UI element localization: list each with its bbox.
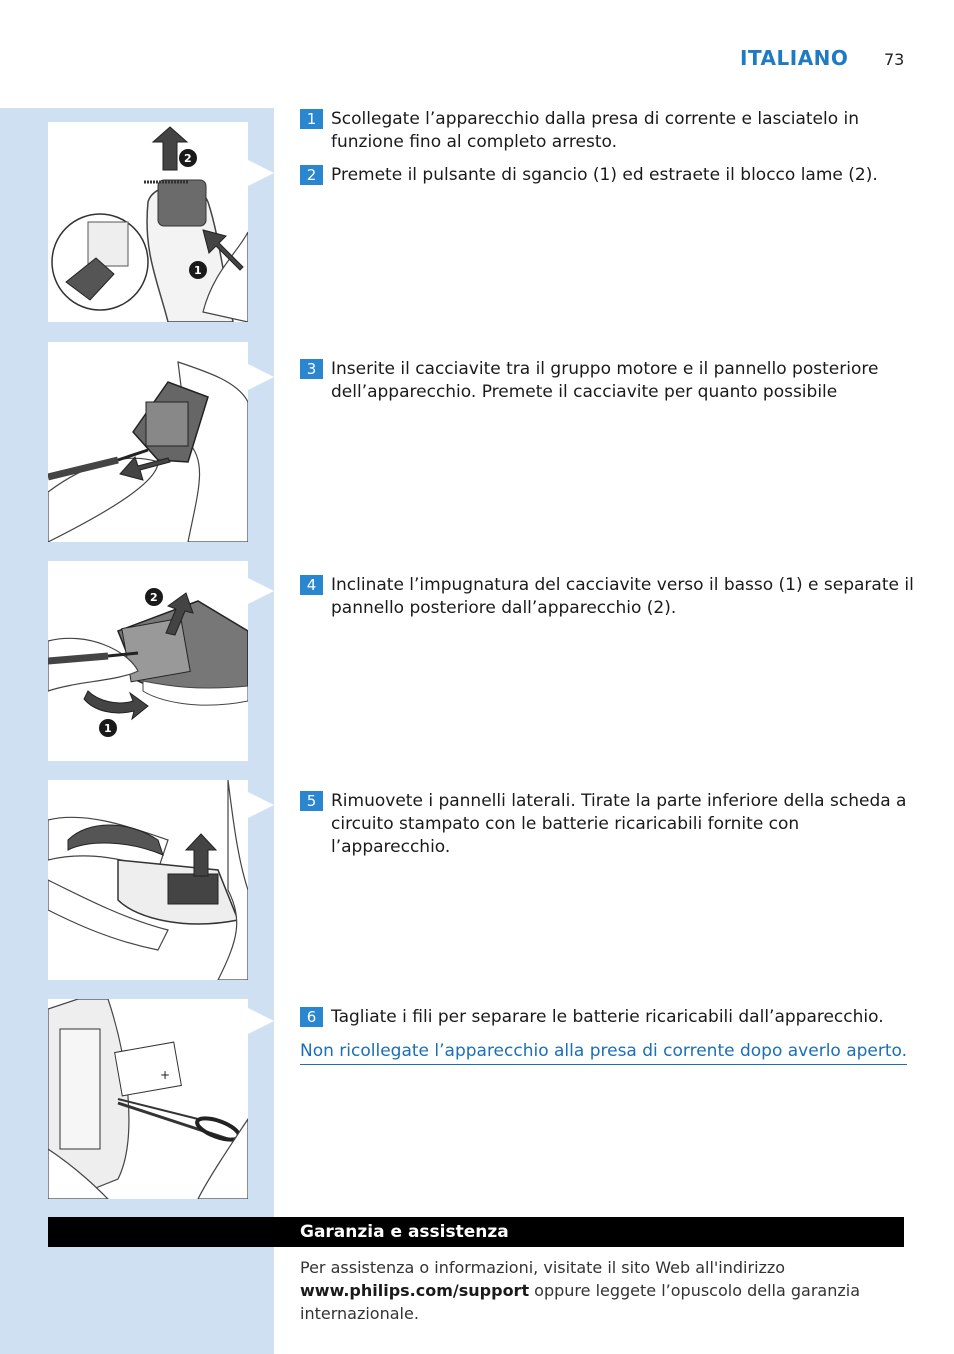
callout-badge-2 [145, 588, 163, 606]
step-6 [300, 1006, 920, 1029]
warranty-paragraph [300, 1256, 860, 1325]
warning-text: Non ricollegate l’apparecchio alla presa di corrente dopo averlo aperto. [300, 1040, 907, 1065]
step-text: Scollegate l’apparecchio dalla presa di corrente e lasciatelo in funzione fino al completo arresto. [331, 109, 860, 152]
svg-text:2: 2 [184, 152, 192, 165]
svg-text:2: 2 [150, 591, 158, 604]
step-1 [300, 108, 920, 154]
section-header-bar [48, 1217, 904, 1247]
illustration-remove-blade [48, 122, 248, 322]
step-text: Rimuovete i pannelli laterali. Tirate la parte inferiore della scheda a circuito stampato con le batterie ricaricabili fornite con l’apparecchio. [331, 791, 907, 857]
shaver-release-blade-drawing [48, 122, 248, 322]
step-text: Tagliate i fili per separare le batterie ricaricabili dall’apparecchio. [331, 1007, 884, 1027]
circuit-board-removal-drawing [48, 780, 248, 980]
step-2 [300, 164, 920, 187]
step-number: 6 [300, 1007, 323, 1027]
step-text: Premete il pulsante di sgancio (1) ed estraete il blocco lame (2). [331, 165, 878, 185]
pointer-notch [248, 364, 274, 390]
pointer-notch [248, 160, 274, 186]
callout-badge-1 [99, 719, 117, 737]
warranty-text-end: oppure leggete l’opuscolo della garanzia internazionale. [300, 1281, 860, 1323]
step-number: 2 [300, 165, 323, 185]
step-number: 3 [300, 359, 323, 379]
step-text: Inserite il cacciavite tra il gruppo motore e il pannello posteriore dell’apparecchio. Premete il cacciavite per quanto possibile [331, 359, 879, 402]
screwdriver-tilt-drawing [48, 561, 248, 761]
step-number: 5 [300, 791, 323, 811]
step-number: 1 [300, 109, 323, 129]
callout-badge-2 [179, 149, 197, 167]
svg-text:1: 1 [194, 264, 202, 277]
step-text: Inclinate l’impugnatura del cacciavite verso il basso (1) e separate il pannello posteriore dall’apparecchio (2). [331, 575, 914, 618]
support-url: www.philips.com/support [300, 1281, 530, 1300]
step-5 [300, 790, 920, 859]
page-number: 73 [884, 50, 905, 69]
language-heading: ITALIANO [740, 46, 849, 70]
pointer-notch [248, 792, 274, 818]
step-number: 4 [300, 575, 323, 595]
svg-text:1: 1 [104, 722, 112, 735]
section-title: Garanzia e assistenza [300, 1222, 509, 1242]
illustration-insert-screwdriver [48, 342, 248, 542]
pointer-notch [248, 578, 274, 604]
battery-plus-sign: + [160, 1068, 171, 1082]
pointer-notch [248, 1008, 274, 1034]
step-4 [300, 574, 920, 620]
callout-badge-1 [189, 261, 207, 279]
screwdriver-insert-drawing [48, 342, 248, 542]
warranty-text-start: Per assistenza o informazioni, visitate il sito Web all'indirizzo [300, 1258, 786, 1277]
illustration-tilt-screwdriver [48, 561, 248, 761]
step-3 [300, 358, 920, 404]
illustration-remove-panels [48, 780, 248, 980]
illustration-cut-wires [48, 999, 248, 1199]
cut-battery-wires-drawing [48, 999, 248, 1199]
